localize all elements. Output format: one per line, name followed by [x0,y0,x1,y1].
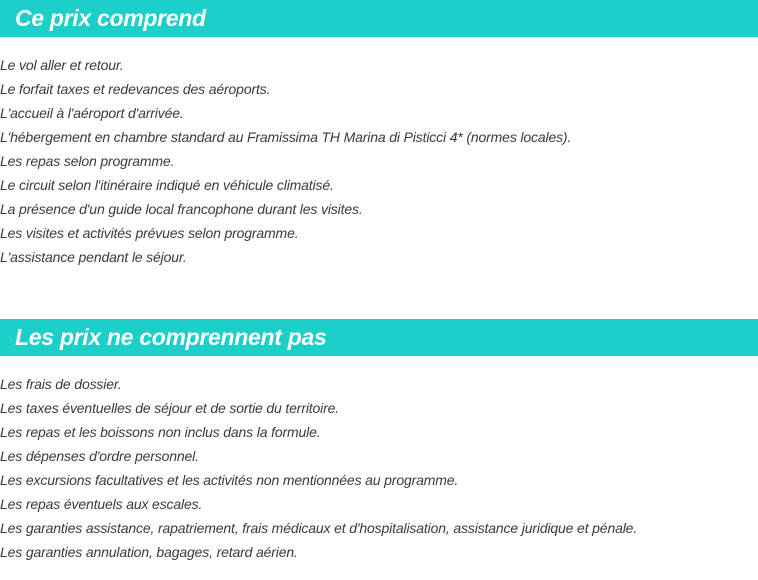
excluded-section-header [0,319,758,356]
excluded-item: Les garanties annulation, bagages, retard aérien. [0,544,298,560]
excluded-item: Les frais de dossier. [0,376,122,392]
excluded-item: Les taxes éventuelles de séjour et de sortie du territoire. [0,400,340,416]
included-section-title: Ce prix comprend [15,5,206,31]
included-section-header [0,0,758,37]
included-item: La présence d'un guide local francophone durant les visites. [0,201,363,217]
included-item: Le vol aller et retour. [0,57,124,73]
excluded-item: Les dépenses d'ordre personnel. [0,448,199,464]
included-item: Le forfait taxes et redevances des aéroports. [0,81,271,97]
included-item: Le circuit selon l'itinéraire indiqué en véhicule climatisé. [0,177,334,193]
included-item: Les repas selon programme. [0,153,175,169]
excluded-item: Les repas éventuels aux escales. [0,496,203,512]
included-item: L'hébergement en chambre standard au Framissima TH Marina di Pisticci 4* (normes locales). [0,129,572,145]
included-items-list [0,53,571,269]
included-item: Les visites et activités prévues selon programme. [0,225,299,241]
excluded-item: Les garanties assistance, rapatriement, frais médicaux et d'hospitalisation, assistance juridique et pénale. [0,520,638,536]
excluded-item: Les excursions facultatives et les activités non mentionnées au programme. [0,472,459,488]
excluded-item: Les repas et les boissons non inclus dans la formule. [0,424,321,440]
excluded-section-title: Les prix ne comprennent pas [15,324,327,350]
included-item: L'assistance pendant le séjour. [0,249,187,265]
excluded-items-list [0,372,637,564]
included-item: L'accueil à l'aéroport d'arrivée. [0,105,184,121]
